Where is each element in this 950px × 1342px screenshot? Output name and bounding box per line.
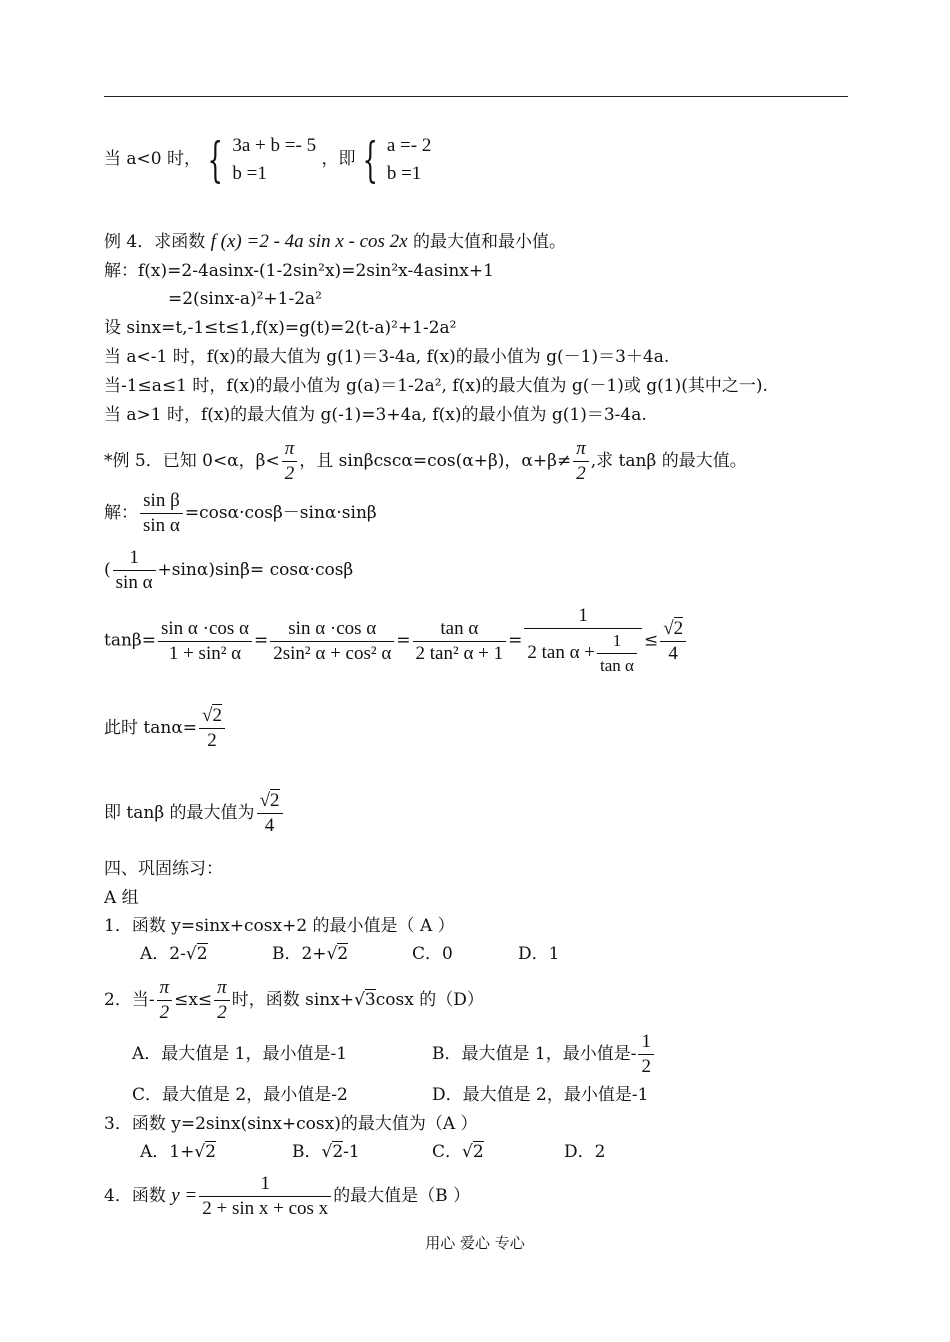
frac-num: π: [214, 976, 230, 1001]
q3-option-a: A．1+√2: [140, 1142, 217, 1162]
ex5-solution-line-2: [104, 546, 353, 595]
header-rule: [104, 96, 848, 97]
frac-den: 2: [576, 463, 586, 484]
frac-den: 1 + sin² α: [168, 642, 242, 664]
q3-option-c: C．√2: [432, 1142, 484, 1162]
question-1: 1．函数 y=sinx+cosx+2 的最小值是（ A ）: [104, 916, 455, 936]
case-mid: ，即: [321, 149, 356, 169]
frac-den: tan α: [600, 656, 634, 675]
q2-text-a: 2．当-: [104, 990, 155, 1010]
sqrt2-over-2: [199, 704, 225, 753]
frac-den: 2: [641, 1056, 651, 1077]
practice-heading: 四、巩固练习：: [104, 859, 223, 879]
fraction: [140, 489, 183, 538]
left-brace: {: [208, 131, 224, 188]
ex5-solution-line-3: [104, 604, 688, 678]
fraction-2: [270, 617, 394, 666]
frac-num: π: [573, 437, 589, 462]
frac-num: 1: [597, 629, 637, 654]
q2-option-b: [432, 1030, 656, 1079]
option-label: B．2+: [272, 944, 327, 964]
ex5-solution-line-4: [104, 700, 227, 756]
fraction-3: [413, 617, 507, 666]
frac-den-a: 2 tan α +: [527, 641, 595, 663]
q2-text-c: 时，函数 sinx+: [231, 990, 355, 1010]
q2-option-a: A．最大值是 1，最小值是-1: [132, 1044, 348, 1064]
equals: =: [254, 630, 269, 651]
frac-num: √2: [257, 789, 283, 814]
option-label: A．1+: [140, 1142, 195, 1162]
fraction: [113, 546, 156, 595]
sqrt2-over-4: [660, 617, 686, 666]
frac-num: 1: [199, 1172, 331, 1197]
option-label: B．: [292, 1142, 322, 1162]
system-eq-1: 3a + b =- 5: [232, 134, 317, 156]
ex4-title-b: 的最大值和最小值。: [413, 232, 567, 252]
ex4-solution-line-1: 解：f(x)=2-4asinx-(1-2sin²x)=2sin²x-4asinx+1: [104, 261, 494, 281]
q1-option-b: B．2+√2: [272, 944, 349, 964]
ex4-solution-line-4: 当 a<-1 时，f(x)的最大值为 g(1)＝3-4a, f(x)的最小值为 g(－1)＝3＋4a.: [104, 347, 670, 367]
one-half: [638, 1030, 654, 1079]
fraction-1: [158, 617, 252, 666]
frac-num: π: [282, 437, 298, 462]
solution-rest: =cosα·cosβ－sinα·sinβ: [184, 503, 377, 523]
option-label: B．最大值是 1，最小值是-: [432, 1044, 637, 1064]
option-label: A．2-: [140, 944, 186, 964]
ex4-solution-line-6: 当 a>1 时，f(x)的最大值为 g(-1)=3+4a, f(x)的最小值为 g(1)＝3-4a.: [104, 405, 647, 425]
solution-rest: +sinα)sinβ= cosα·cosβ: [157, 560, 354, 580]
system-2: [387, 132, 431, 188]
page-footer: 用心 爱心 专心: [425, 1234, 525, 1252]
frac-num: sin α ·cos α: [270, 617, 394, 642]
radicand: 2: [270, 790, 280, 811]
system-eq-3: a =- 2: [386, 134, 432, 156]
q1-option-c: C．0: [412, 944, 453, 964]
paren: (: [104, 560, 111, 580]
ex4-title-a: 例 4．求函数: [104, 232, 206, 252]
radicand: 2: [472, 1142, 484, 1162]
tan-beta-lead: tanβ=: [104, 630, 156, 651]
pi-over-2: [157, 976, 173, 1025]
group-label: A 组: [104, 888, 139, 908]
frac-num: 1: [638, 1030, 654, 1055]
q4-text-a: 4．函数: [104, 1186, 166, 1206]
q3-option-b: B．√2-1: [292, 1142, 360, 1162]
frac-num: sin α ·cos α: [158, 617, 252, 642]
equals: =: [508, 630, 523, 651]
ex4-solution-line-2: =2(sinx-a)²+1-2a²: [168, 289, 322, 309]
ex4-formula: f (x) =2 - 4a sin x - cos 2x: [210, 231, 408, 252]
q4-fraction: [199, 1172, 331, 1221]
inner-fraction: [597, 629, 637, 678]
pi-over-2: [573, 437, 589, 486]
frac-den: 2sin² α + cos² α: [273, 642, 392, 664]
frac-num: √2: [660, 617, 686, 642]
pi-over-2: [282, 437, 298, 486]
ex5-solution-line-5: [104, 785, 285, 841]
example4-title: [104, 230, 566, 254]
frac-den: 4: [264, 815, 275, 836]
q2-text-b: ≤x≤: [174, 990, 213, 1010]
ex5-title-b: ，且 sinβcscα=cos(α+β)，α+β≠: [299, 451, 572, 471]
system-eq-4: b =1: [386, 162, 422, 184]
left-brace: {: [362, 131, 378, 188]
case-a-negative: [104, 128, 431, 190]
q1-option-a: A．2-√2: [140, 944, 208, 964]
ex5-title-a: *例 5．已知 0<α，β<: [104, 451, 280, 471]
frac-den: 2 + sin x + cos x: [202, 1198, 329, 1219]
fraction-4: [524, 604, 642, 678]
system-1: [232, 132, 316, 188]
frac-num: tan α: [413, 617, 507, 642]
frac-den: 2: [207, 730, 217, 751]
radicand: 2: [205, 1142, 217, 1162]
q2-text-d: cosx 的（D）: [375, 990, 484, 1010]
pi-over-2: [214, 976, 230, 1025]
radicand: 2: [332, 1142, 344, 1162]
radicand: 2: [212, 705, 222, 726]
q3-option-d: D．2: [564, 1142, 606, 1162]
max-lead: 即 tanβ 的最大值为: [104, 803, 255, 823]
frac-num: π: [157, 976, 173, 1001]
sqrt2-over-4: [257, 789, 283, 838]
case-lead: 当 a<0 时，: [104, 149, 202, 169]
question-3: 3．函数 y=2sinx(sinx+cosx)的最大值为（A ）: [104, 1114, 478, 1134]
example5-title: [104, 437, 747, 486]
q1-option-d: D．1: [518, 944, 560, 964]
option-label: C．: [432, 1142, 463, 1162]
frac-den: 2: [284, 463, 295, 484]
frac-num: √2: [199, 704, 225, 729]
option-tail: -1: [343, 1142, 360, 1162]
ex5-solution-line-1: [104, 489, 377, 538]
q2-option-c: C．最大值是 2，最小值是-2: [132, 1085, 348, 1105]
equals: =: [396, 630, 411, 651]
frac-num: sin β: [140, 489, 183, 514]
frac-den: 4: [668, 642, 678, 664]
frac-den: 2: [159, 1002, 170, 1023]
ex4-solution-line-3: 设 sinx=t,-1≤t≤1,f(x)=g(t)=2(t-a)²+1-2a²: [104, 318, 457, 338]
frac-num: 1: [113, 546, 156, 571]
question-2: 2．当- $\frac{\pi}{2}$ ≤x≤ $\frac{\pi}{2}$ 时，函数 sinx+√3cosx 的（D）: [104, 977, 484, 1023]
radicand: 2: [196, 944, 208, 964]
q4-text-b: 的最大值是（B ）: [333, 1186, 471, 1206]
frac-num: 1: [524, 604, 642, 629]
radicand: 3: [364, 990, 376, 1010]
q4-y: y =: [171, 1185, 198, 1206]
radicand: 2: [673, 617, 684, 639]
frac-den: sin α: [115, 572, 153, 593]
radicand: 2: [337, 944, 349, 964]
q2-option-d: D．最大值是 2，最小值是-1: [432, 1085, 649, 1105]
ex4-solution-line-5: 当-1≤a≤1 时，f(x)的最小值为 g(a)＝1-2a², f(x)的最大值为 g(－1)或 g(1)(其中之一).: [104, 376, 768, 396]
ex5-title-c: ,求 tanβ 的最大值。: [590, 451, 747, 471]
frac-den: 2: [217, 1002, 227, 1023]
leq-sign: ≤: [643, 630, 659, 651]
tan-alpha-lead: 此时 tanα=: [104, 718, 198, 738]
frac-den: [524, 629, 642, 678]
question-4: [104, 1170, 470, 1222]
solution-lead: 解：: [104, 503, 138, 523]
system-eq-2: b =1: [232, 162, 267, 184]
frac-den: sin α: [143, 515, 180, 536]
frac-den: 2 tan² α + 1: [415, 642, 504, 664]
